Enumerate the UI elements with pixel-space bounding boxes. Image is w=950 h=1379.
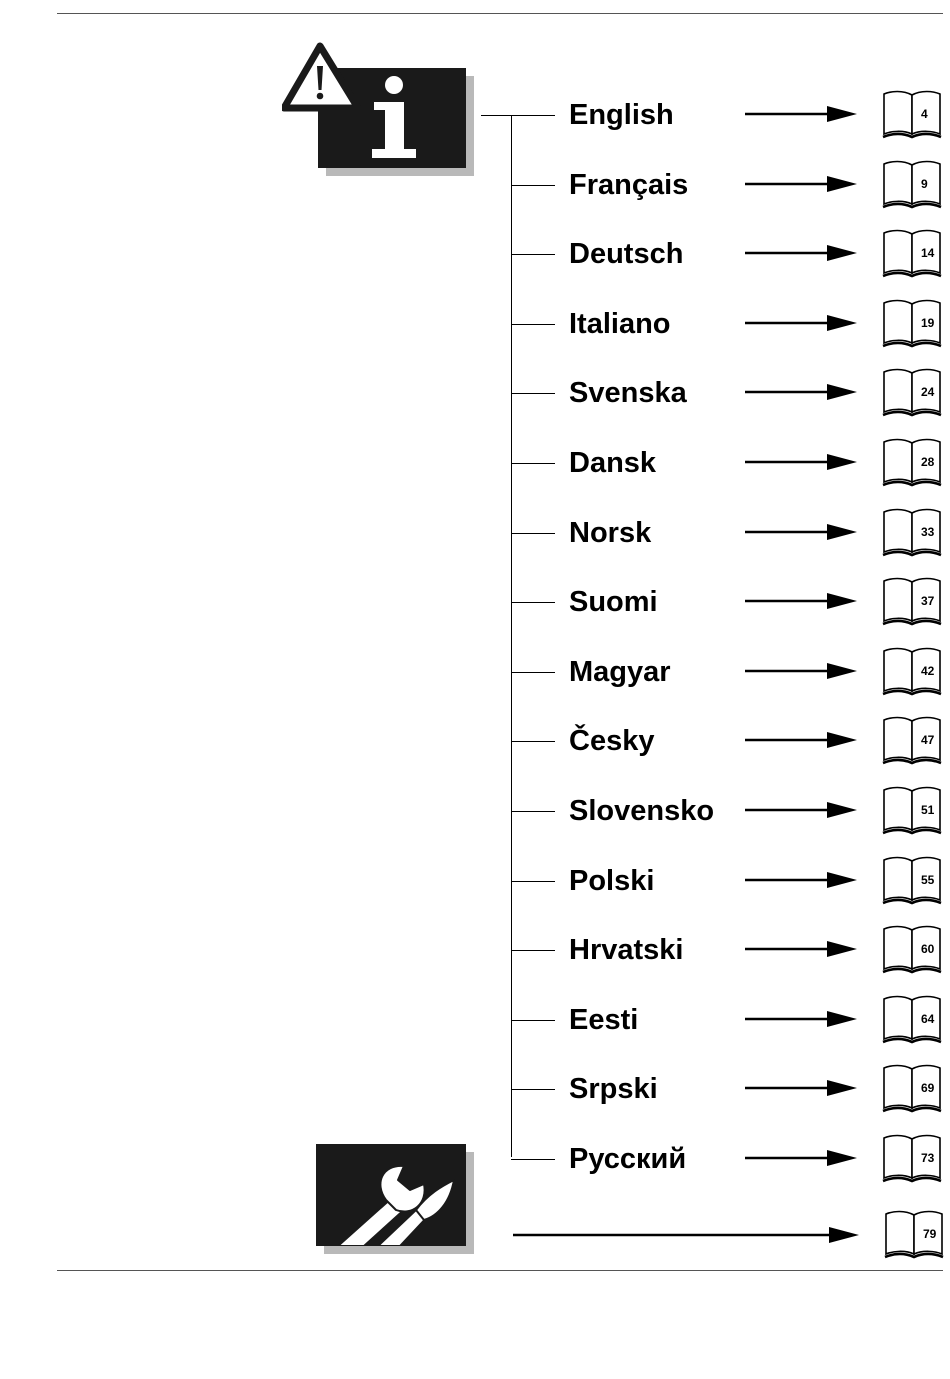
arrow-right-icon [743, 313, 861, 333]
open-book-icon [881, 508, 945, 558]
language-item-7[interactable] [511, 577, 950, 627]
language-item-6[interactable] [511, 508, 950, 558]
page-number: 28 [921, 455, 935, 469]
tree-branch [511, 115, 555, 116]
open-book-icon [881, 160, 945, 210]
open-book-icon [883, 1210, 947, 1260]
service-badge [316, 1144, 476, 1256]
language-item-15[interactable] [511, 1134, 950, 1184]
wrench-icon [316, 1144, 466, 1246]
page-number: 19 [921, 316, 935, 330]
arrow-right-icon [743, 939, 861, 959]
language-name: English [569, 99, 674, 131]
language-item-4[interactable] [511, 368, 950, 418]
language-name: Svenska [569, 377, 687, 409]
open-book-icon [881, 229, 945, 279]
language-item-5[interactable] [511, 438, 950, 488]
arrow-right-icon [743, 1078, 861, 1098]
page-number: 24 [921, 385, 935, 399]
page-number: 69 [921, 1081, 935, 1095]
language-name: Italiano [569, 308, 671, 340]
page-number: 14 [921, 246, 935, 260]
tree-branch [511, 1089, 555, 1090]
page-number: 47 [921, 733, 935, 747]
arrow-right-icon [743, 591, 861, 611]
arrow-right-icon [743, 1148, 861, 1168]
page-number: 4 [921, 107, 928, 121]
tree-branch [511, 741, 555, 742]
language-item-9[interactable] [511, 716, 950, 766]
open-book-icon [881, 90, 945, 140]
open-book-icon [881, 856, 945, 906]
language-item-14[interactable] [511, 1064, 950, 1114]
page-book[interactable] [881, 90, 945, 140]
language-name: Norsk [569, 517, 652, 549]
page-book[interactable] [881, 160, 945, 210]
language-item-8[interactable] [511, 647, 950, 697]
page-number: 55 [921, 873, 935, 887]
arrow-right-icon [743, 382, 861, 402]
language-item-3[interactable] [511, 299, 950, 349]
tree-branch [511, 811, 555, 812]
page-number: 51 [921, 803, 935, 817]
page-book[interactable] [881, 647, 945, 697]
page-book[interactable] [881, 995, 945, 1045]
language-item-13[interactable] [511, 995, 950, 1045]
language-name: Slovensko [569, 795, 715, 827]
open-book-icon [881, 368, 945, 418]
tree-branch [511, 950, 555, 951]
service-row[interactable] [511, 1210, 950, 1260]
language-name: Dansk [569, 447, 657, 479]
arrow-right-icon [743, 104, 861, 124]
page-number: 73 [921, 1151, 935, 1165]
page-number: 60 [921, 942, 935, 956]
open-book-icon [881, 1064, 945, 1114]
tree-branch [511, 533, 555, 534]
page-book[interactable] [883, 1210, 947, 1260]
language-item-2[interactable] [511, 229, 950, 279]
open-book-icon [881, 995, 945, 1045]
page-book[interactable] [881, 438, 945, 488]
arrow-right-icon [743, 1009, 861, 1029]
arrow-right-icon [743, 174, 861, 194]
language-name: Srpski [569, 1073, 658, 1105]
page-book[interactable] [881, 299, 945, 349]
tree-branch [511, 254, 555, 255]
open-book-icon [881, 1134, 945, 1184]
tree-branch [511, 672, 555, 673]
open-book-icon [881, 299, 945, 349]
language-name: Eesti [569, 1004, 639, 1036]
open-book-icon [881, 716, 945, 766]
tree-branch [511, 1020, 555, 1021]
bottom-rule [57, 1270, 943, 1271]
language-name: Русский [569, 1143, 687, 1175]
tree-branch [511, 602, 555, 603]
arrow-right-icon [743, 800, 861, 820]
arrow-right-icon [743, 452, 861, 472]
arrow-right-icon [743, 522, 861, 542]
arrow-right-icon [743, 243, 861, 263]
arrow-right-icon [511, 1225, 861, 1245]
language-item-1[interactable] [511, 160, 950, 210]
page-number: 79 [923, 1227, 937, 1241]
tree-branch [511, 881, 555, 882]
tree-branch [511, 1159, 555, 1160]
page-number: 37 [921, 594, 935, 608]
open-book-icon [881, 647, 945, 697]
language-name: Hrvatski [569, 934, 684, 966]
open-book-icon [881, 925, 945, 975]
language-name: Česky [569, 725, 655, 757]
page-number: 33 [921, 525, 935, 539]
open-book-icon [881, 577, 945, 627]
page-book[interactable] [881, 1134, 945, 1184]
page-number: 42 [921, 664, 935, 678]
page-book[interactable] [881, 368, 945, 418]
language-name: Français [569, 169, 689, 201]
language-item-11[interactable] [511, 856, 950, 906]
page-book[interactable] [881, 1064, 945, 1114]
tree-branch [511, 393, 555, 394]
page-book[interactable] [881, 786, 945, 836]
open-book-icon [881, 438, 945, 488]
page-book[interactable] [881, 229, 945, 279]
arrow-right-icon [743, 870, 861, 890]
language-name: Magyar [569, 656, 671, 688]
page-book[interactable] [881, 856, 945, 906]
language-item-12[interactable] [511, 925, 950, 975]
open-book-icon [881, 786, 945, 836]
page-book[interactable] [881, 577, 945, 627]
page-number: 64 [921, 1012, 935, 1026]
service-badge-panel [316, 1144, 466, 1246]
page-book[interactable] [881, 508, 945, 558]
tree-branch [511, 463, 555, 464]
tree-branch [511, 324, 555, 325]
arrow-right-icon [743, 730, 861, 750]
page-book[interactable] [881, 716, 945, 766]
page-book[interactable] [881, 925, 945, 975]
page-number: 9 [921, 177, 928, 191]
language-item-0[interactable] [511, 90, 950, 140]
language-name: Suomi [569, 586, 658, 618]
language-name: Polski [569, 865, 655, 897]
arrow-right-icon [743, 661, 861, 681]
language-name: Deutsch [569, 238, 684, 270]
tree-branch [511, 185, 555, 186]
language-item-10[interactable] [511, 786, 950, 836]
